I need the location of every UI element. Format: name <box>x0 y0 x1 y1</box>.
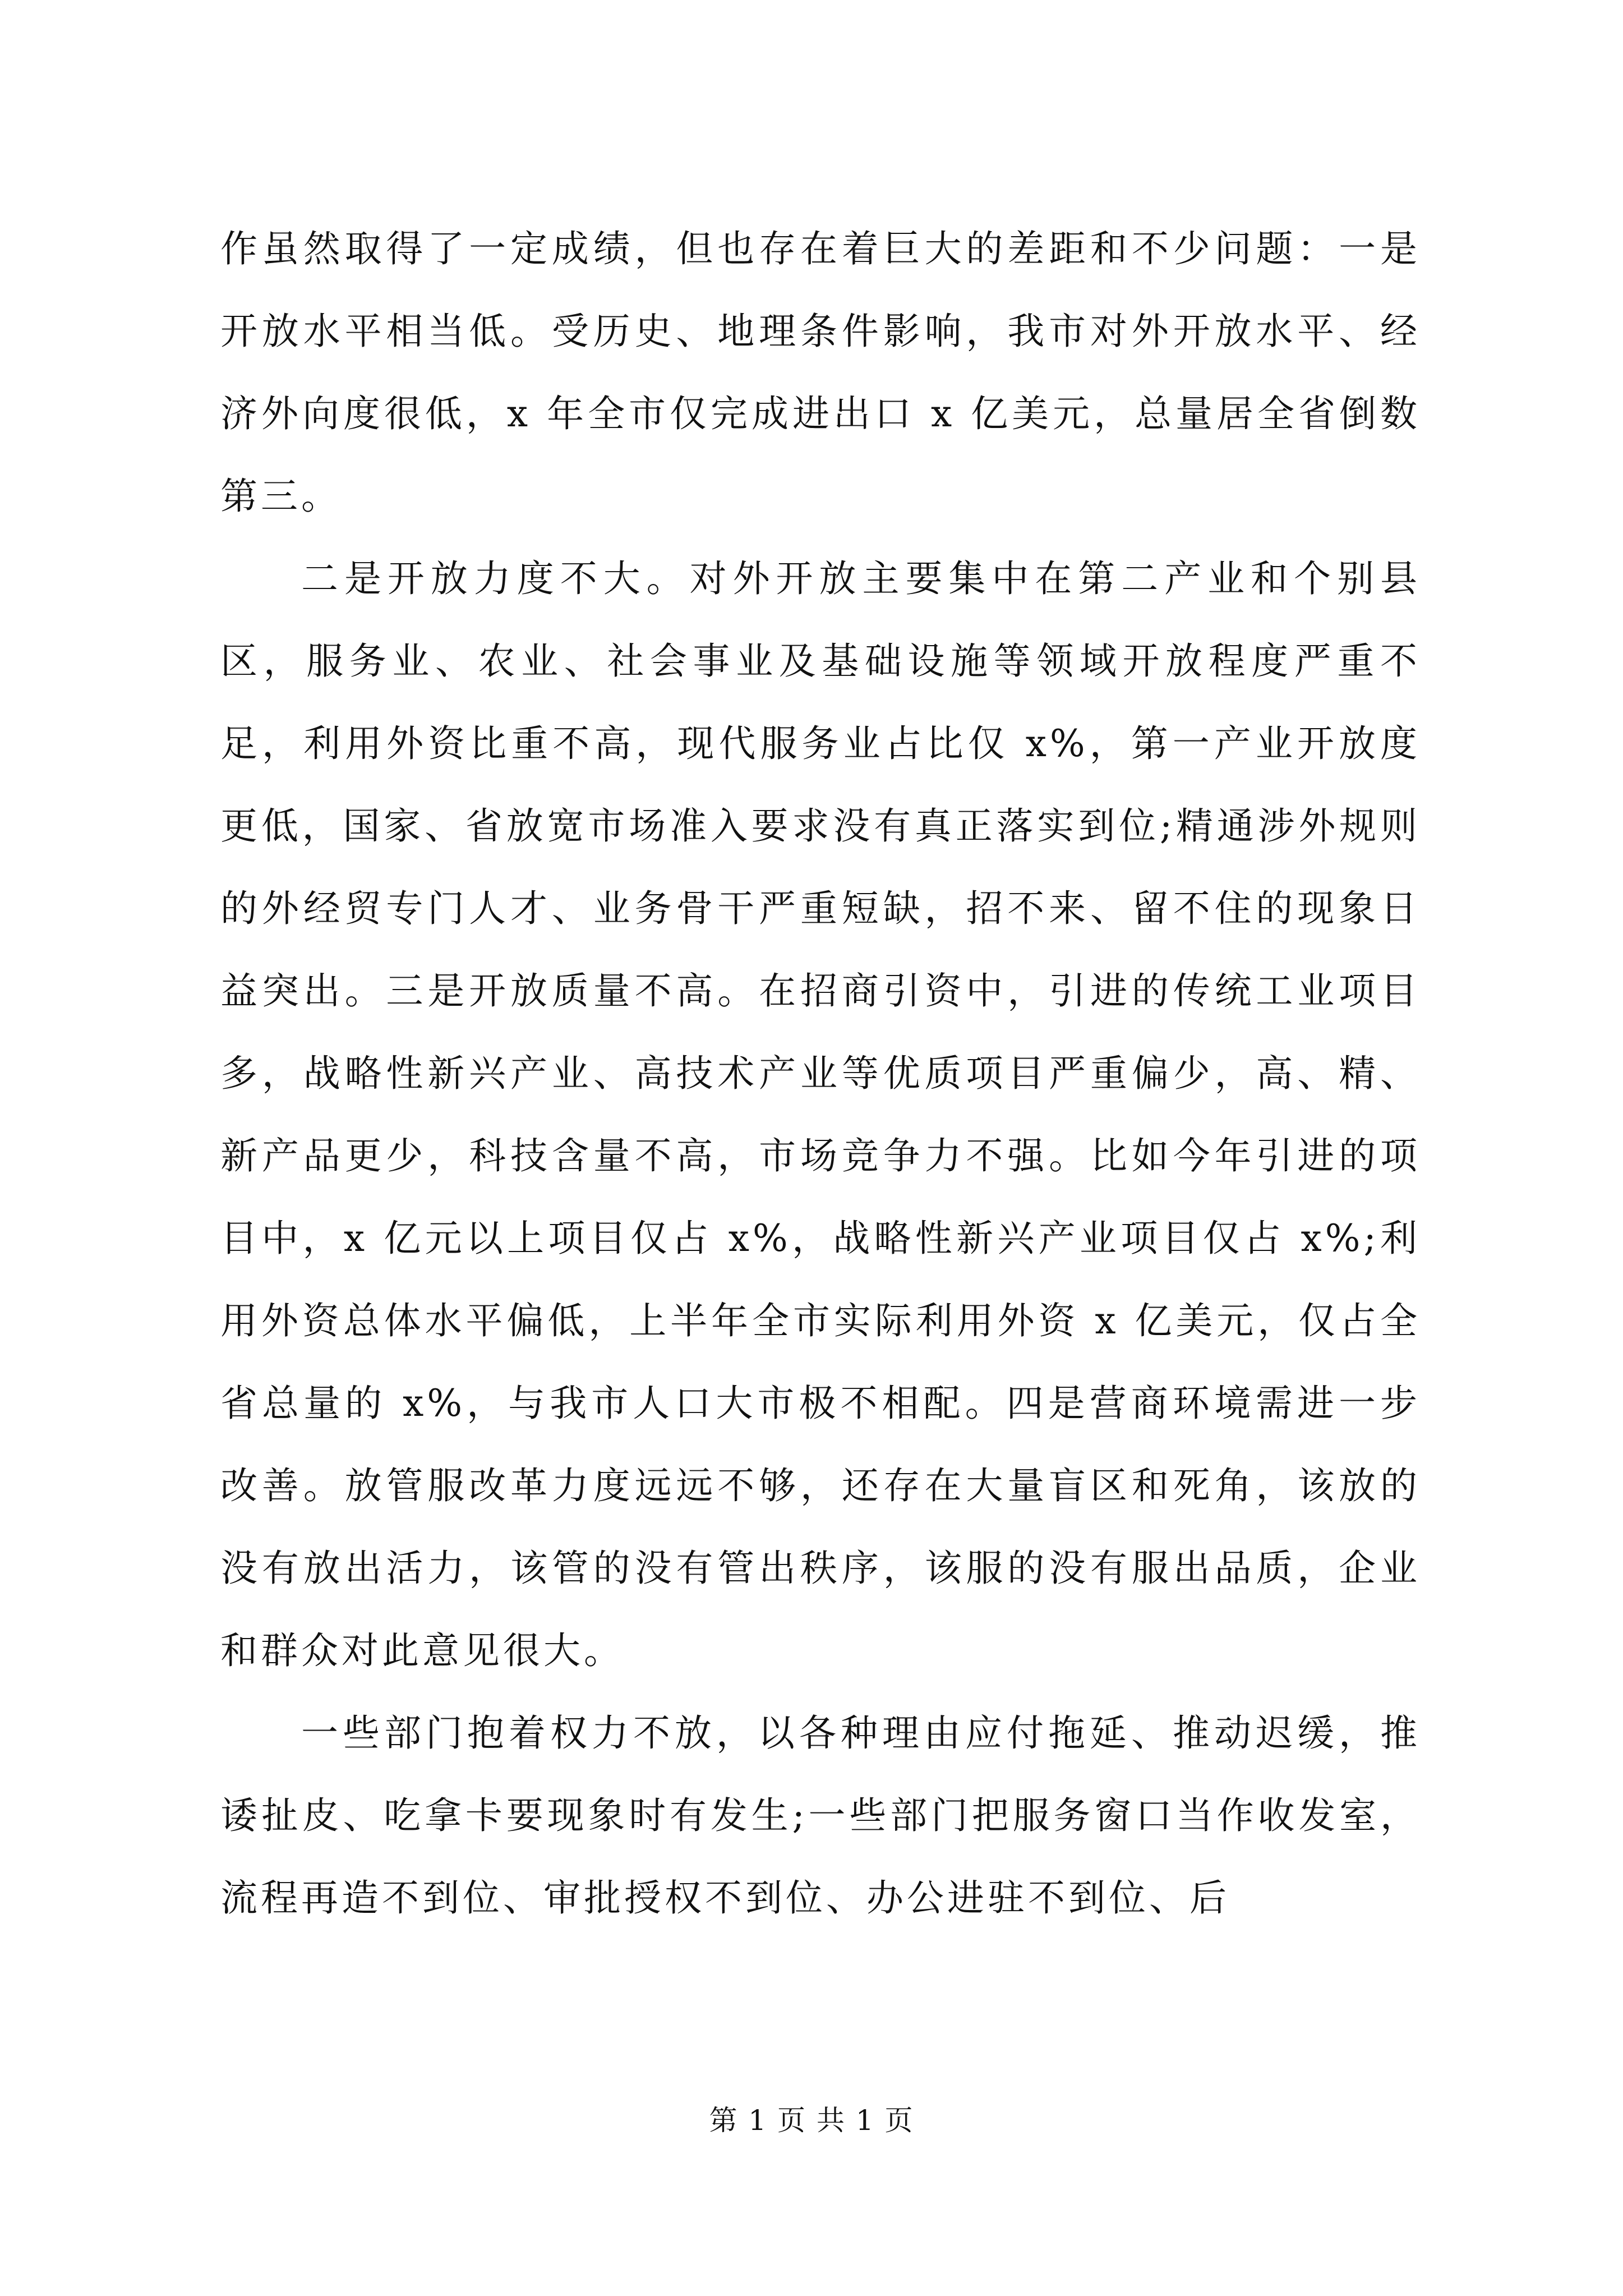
paragraph-1: 作虽然取得了一定成绩，但也存在着巨大的差距和不少问题：一是开放水平相当低。受历史、地理条件影响，我市对外开放水平、经济外向度很低，x 年全市仅完成进出口 x 亿美元，总量居全省倒数第三。 <box>220 227 1421 518</box>
paragraph-2: 二是开放力度不大。对外开放主要集中在第二产业和个别县区，服务业、农业、社会事业及基础设施等领域开放程度严重不足，利用外资比重不高，现代服务业占比仅 x%，第一产业开放度更低，国家、省放宽市场准入要求没有真正落实到位;精通涉外规则的外经贸专门人才、业务骨干严重短缺，招不来、留不住的现象日益突出。三是开放质量不高。在招商引资中，引进的传统工业项目多，战略性新兴产业、高技术产业等优质项目严重偏少，高、精、新产品更少，科技含量不高，市场竞争力不强。比如今年引进的项目中，x 亿元以上项目仅占 x%，战略性新兴产业项目仅占 x%;利用外资总体水平偏低，上半年全市实际利用外资 x 亿美元，仅占全省总量的 x%，与我市人口大市极不相配。四是营商环境需进一步改善。放管服改革力度远远不够，还存在大量盲区和死角，该放的没有放出活力，该管的没有管出秩序，该服的没有服出品质，企业和群众对此意见很大。 <box>220 557 1421 1672</box>
paragraph-3: 一些部门抱着权力不放，以各种理由应付拖延、推动迟缓，推诿扯皮、吃拿卡要现象时有发生;一些部门把服务窗口当作收发室，流程再造不到位、审批授权不到位、办公进驻不到位、后 <box>220 1711 1421 1920</box>
document-body <box>220 208 1421 1939</box>
page-number-footer: 第 1 页 共 1 页 <box>709 2104 914 2137</box>
